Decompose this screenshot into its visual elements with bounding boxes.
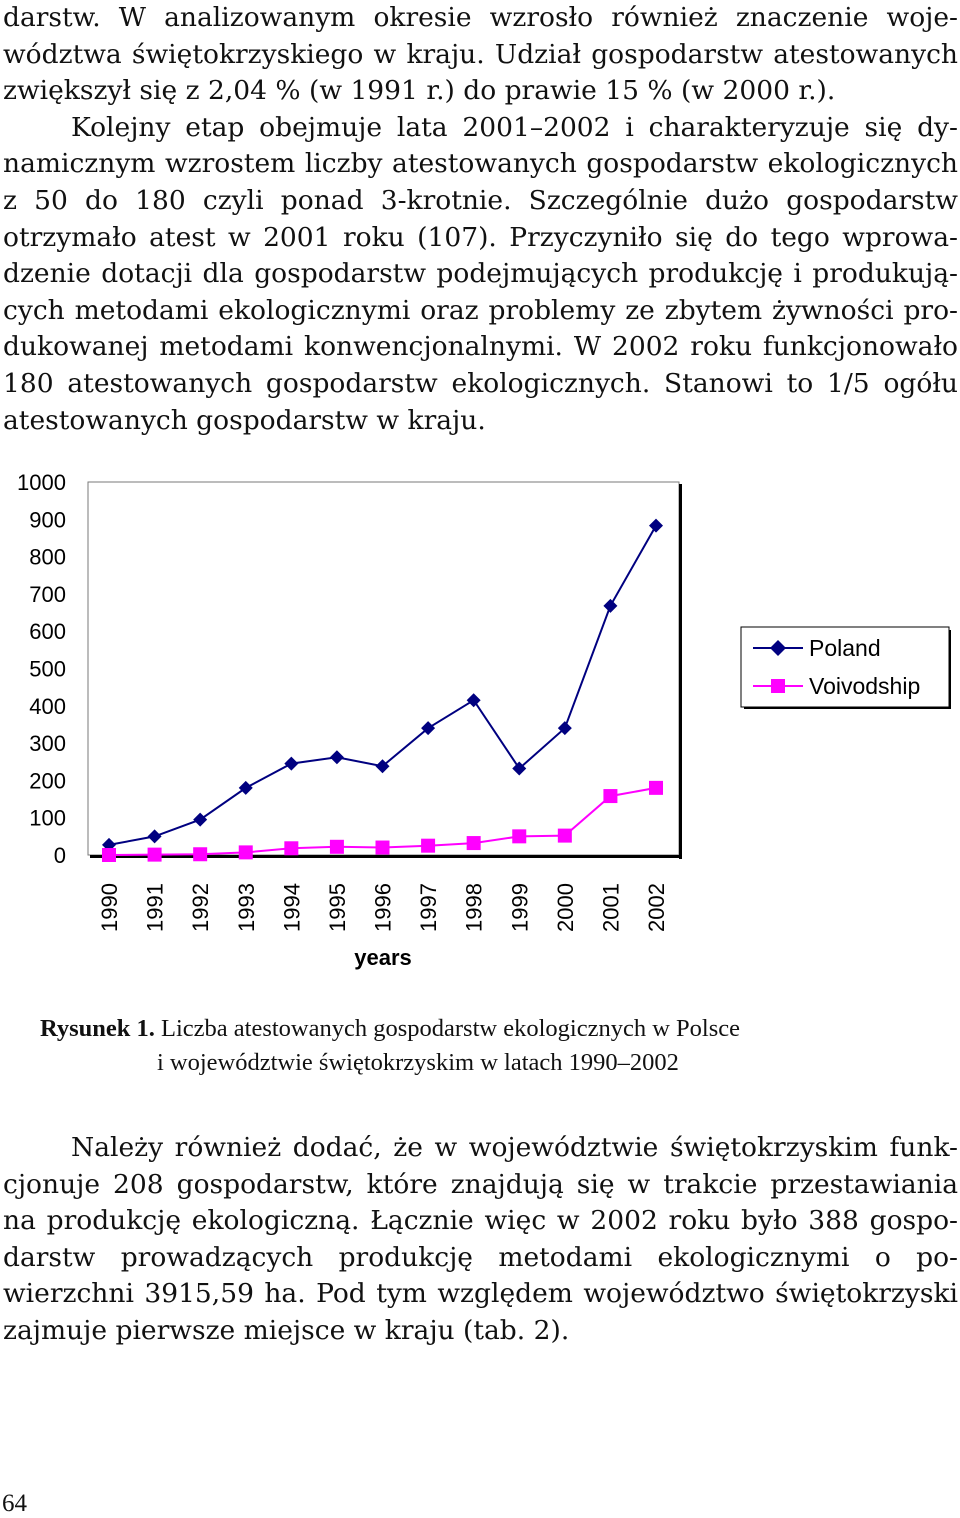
x-axis-title: years — [354, 945, 412, 970]
caption-text: Liczba atestowanych gospodarstw ekologicznych w Polsce — [154, 1015, 740, 1042]
text-line: zajmuje pierwsze miejsce w kraju (tab. 2). — [3, 1314, 570, 1346]
x-tick-label: 2002 — [644, 883, 669, 932]
text-line: Kolejny etap obejmuje lata 2001–2002 i charakteryzuje się dy- — [71, 111, 958, 143]
y-tick-label: 400 — [29, 693, 66, 719]
x-tick-label: 1992 — [188, 883, 214, 932]
caption-label: Rysunek 1. — [40, 1015, 155, 1042]
data-point-voivodship — [649, 781, 663, 795]
x-tick-label: 1998 — [461, 883, 487, 932]
caption-text: i województwie świętokrzyskim w latach 1990–2002 — [157, 1049, 679, 1076]
text-line: 180 atestowanych gospodarstw ekologicznych. Stanowi to 1/5 ogółu — [3, 367, 958, 399]
text-line: otrzymało atest w 2001 roku (107). Przyczyniło się do tego wprowa- — [3, 221, 958, 253]
text-line: Należy również dodać, że w województwie świętokrzyskim funk- — [71, 1132, 958, 1163]
y-tick-label: 300 — [29, 731, 66, 757]
plot-frame-shadow — [90, 855, 682, 858]
legend-frame-shadow — [949, 630, 951, 709]
text-line: cjonuje 208 gospodarstw, które znajdują się w trakcie przestawiania — [3, 1168, 958, 1200]
x-tick-label: 1999 — [507, 883, 533, 932]
x-tick-label: 2000 — [552, 883, 578, 932]
y-tick-label: 600 — [29, 619, 66, 645]
plot-frame — [88, 482, 682, 859]
x-tick-label: 1997 — [416, 883, 442, 932]
y-tick-label: 800 — [29, 544, 66, 570]
text-line: na produkcję ekologiczną. Łącznie więc w 2002 roku było 388 gospo- — [3, 1205, 958, 1237]
data-point-voivodship — [148, 848, 162, 862]
plot-frame-shadow — [679, 484, 682, 859]
line-chart — [0, 462, 960, 972]
text-line: zwiększył się z 2,04 % (w 1991 r.) do prawie 15 % (w 2000 r.). — [3, 75, 836, 107]
data-point-voivodship — [467, 836, 481, 850]
text-line: atestowanych gospodarstw w kraju. — [3, 404, 486, 436]
text-line: wództwa świętokrzyskiego w kraju. Udział gospodarstw atestowanych — [3, 38, 958, 70]
x-tick-label: 1995 — [324, 883, 350, 932]
x-tick-label: 1994 — [279, 883, 305, 932]
text-line: darstw prowadzących produkcję metodami ekologicznymi o po- — [3, 1241, 958, 1273]
data-point-voivodship — [512, 829, 526, 843]
body-paragraph-2 — [3, 1130, 958, 1350]
legend-frame-shadow — [744, 707, 951, 709]
data-point-voivodship — [603, 789, 617, 803]
data-point-voivodship — [376, 841, 390, 855]
y-axis-ticks — [17, 470, 66, 868]
legend-label-poland: Poland — [809, 635, 881, 661]
text-line: darstw. W analizowanym okresie wzrosło również znaczenie woje- — [3, 2, 958, 33]
legend-label-voivodship: Voivodship — [809, 673, 921, 699]
figure-caption — [40, 1012, 940, 1080]
x-tick-label: 1996 — [370, 883, 396, 932]
text-line: z 50 do 180 czyli ponad 3-krotnie. Szczególnie dużo gospodarstw — [3, 184, 958, 216]
data-point-voivodship — [239, 845, 253, 859]
page-number: 64 — [2, 1490, 27, 1517]
data-point-voivodship — [193, 847, 207, 861]
text-line: namicznym wzrostem liczby atestowanych gospodarstw ekologicznych — [3, 148, 958, 180]
data-point-voivodship — [284, 841, 298, 855]
plot-area — [88, 482, 679, 855]
x-tick-label: 1993 — [233, 883, 259, 932]
text-line: wierzchni 3915,59 ha. Pod tym względem województwo świętokrzyski — [3, 1278, 958, 1310]
y-tick-label: 900 — [29, 507, 66, 533]
text-line: dukowanej metodami konwencjonalnymi. W 2002 roku funkcjonowało — [3, 331, 958, 363]
x-tick-label: 1991 — [142, 883, 168, 932]
data-point-voivodship — [421, 839, 435, 853]
legend-marker-voivodship — [771, 679, 785, 693]
y-tick-label: 0 — [53, 843, 66, 868]
y-tick-label: 200 — [29, 768, 66, 794]
y-tick-label: 500 — [29, 656, 66, 682]
x-tick-label: 2001 — [598, 883, 624, 932]
body-paragraph-1 — [3, 0, 958, 439]
data-point-voivodship — [102, 848, 116, 862]
y-tick-label: 700 — [29, 581, 66, 607]
text-line: dzenie dotacji dla gospodarstw podejmujących produkcję i produkują- — [3, 258, 958, 290]
y-tick-label: 1000 — [17, 470, 66, 495]
data-point-voivodship — [558, 829, 572, 843]
legend — [741, 627, 951, 709]
text-line: cych metodami ekologicznymi oraz problemy ze zbytem żywności pro- — [3, 294, 958, 326]
x-axis-ticks — [97, 883, 669, 932]
data-point-voivodship — [330, 840, 344, 854]
y-tick-label: 100 — [29, 805, 66, 831]
x-tick-label: 1990 — [97, 883, 122, 932]
